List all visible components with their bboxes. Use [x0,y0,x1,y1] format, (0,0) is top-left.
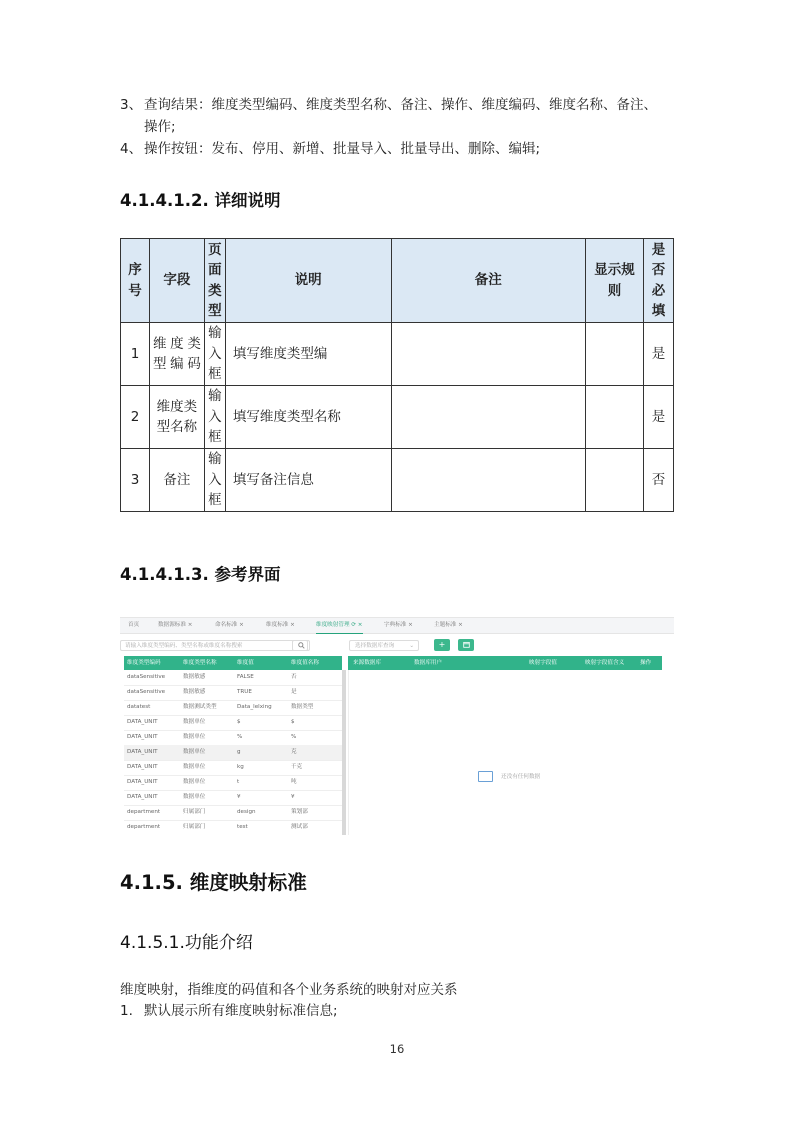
header-page-type: 页面类型 [204,239,225,323]
cell-value-name: ¥ [291,794,295,800]
cell-value-name: 吨 [291,779,297,785]
spec-table-header [121,239,674,323]
tab-dimension-standard[interactable]: 维度标准 × [266,622,295,628]
cell-value: % [237,734,243,740]
intro-item-3 [120,95,680,115]
mapping-table-body [348,670,663,835]
database-select[interactable] [349,640,419,651]
heading-detail-number: 4.1.4.1.2. [120,191,209,210]
header-desc: 说明 [225,239,391,323]
search-button[interactable] [292,640,310,651]
table-row[interactable] [124,685,342,701]
tab-dictionary-standard[interactable]: 字典标准 × [384,622,413,628]
cell-type-name: 数据单位 [183,749,206,755]
cell-type-name: 数据单位 [183,779,206,785]
cell-desc: 填写维度类型编 [225,323,391,386]
cell-value-name: 测试部 [291,824,308,830]
cell-type-code: DATA_UNIT [127,734,158,740]
col-actions: 操作 [640,660,652,666]
cell-value: test [237,824,248,830]
chevron-down-icon: ⌄ [409,643,414,649]
database-select-placeholder: 选择数据库查询 [355,643,395,649]
table-row[interactable] [124,805,342,821]
cell-value-name: 数据类型 [291,704,314,710]
tab-dimension-mapping[interactable]: 维度映射管理 ⟳ × [316,618,363,634]
cell-type-name: 数据单位 [183,794,206,800]
heading-detail [120,187,281,211]
cell-value-name: 策划部 [291,809,308,815]
heading-reference-number: 4.1.4.1.3. [120,565,209,584]
heading-intro-title: 功能介绍 [184,933,253,953]
cell-value: g [237,749,241,755]
page-number: 16 [389,1042,405,1056]
cell-value: t [237,779,240,785]
empty-data-icon [478,771,493,782]
intro-item-3-line1: 查询结果：维度类型编码、维度类型名称、备注、操作、维度编码、维度名称、备注、 [144,97,657,113]
cell-type-code: DATA_UNIT [127,794,158,800]
intro-item-4-num: 4、 [120,141,143,157]
table-row[interactable] [124,700,342,716]
cell-seq: 3 [121,449,150,512]
col-type-code: 维度类型编码 [127,660,161,666]
intro-item-3-num: 3、 [120,97,143,113]
cell-field: 维度类型编码 [149,323,204,386]
search-input[interactable]: 请输入维度类型编码、类型名称或维度名称搜索 [120,640,308,651]
mapping-item-1 [120,1001,338,1021]
cell-remark [391,449,586,512]
col-type-name: 维度类型名称 [183,660,217,666]
cell-type-name: 数据敏感 [183,689,206,695]
table-row[interactable] [124,775,342,791]
cell-value-name: 千克 [291,764,303,770]
cell-value: $ [237,719,241,725]
table-row[interactable] [124,730,342,746]
cell-type-name: 数据单位 [183,719,206,725]
header-display-rule: 显示规则 [586,239,644,323]
intro-item-4 [120,139,680,159]
mapping-description: 维度映射，指维度的码值和各个业务系统的映射对应关系 [120,982,458,998]
dimension-table-header [124,656,342,670]
col-mapped-value: 映射字段值 [529,660,557,666]
cell-type-code: department [127,824,161,830]
cell-required: 否 [643,449,673,512]
table-row [121,323,674,386]
cell-required: 是 [643,323,673,386]
cell-type-name: 归属部门 [183,824,206,830]
cell-display-rule [586,449,644,512]
cell-type-name: 归属部门 [183,809,206,815]
cell-desc: 填写维度类型名称 [225,386,391,449]
heading-mapping-title: 维度映射标准 [189,871,307,894]
table-row [121,449,674,512]
heading-mapping-standard [120,867,307,895]
header-field: 字段 [149,239,204,323]
empty-text: 还没有任何数据 [501,774,541,780]
cell-value: design [237,809,256,815]
cell-display-rule [586,323,644,386]
cell-type-code: DATA_UNIT [127,719,158,725]
cell-type-name: 数据测试类型 [183,704,217,710]
cell-value-name: % [291,734,297,740]
cell-type-code: dataSensitive [127,689,166,695]
cell-type-code: datatest [127,704,151,710]
cell-remark [391,323,586,386]
intro-item-3-line2: 操作; [144,119,176,135]
spec-table [120,238,674,512]
cell-type-name: 数据单位 [183,734,206,740]
heading-detail-title: 详细说明 [214,191,281,210]
header-seq: 序号 [121,239,150,323]
cell-required: 是 [643,386,673,449]
cell-field: 维度类型名称 [149,386,204,449]
col-value: 维度值 [237,660,254,666]
table-scrollbar[interactable] [342,670,346,835]
cell-desc: 填写备注信息 [225,449,391,512]
cell-page-type: 输入框 [204,386,225,449]
header-required: 是否必填 [643,239,673,323]
heading-intro-number: 4.1.5.1. [120,933,185,953]
cell-value-name: $ [291,719,295,725]
cell-type-code: DATA_UNIT [127,764,158,770]
cell-value: kg [237,764,244,770]
col-value-name: 维度值名称 [291,660,319,666]
mapping-table-header [348,656,662,670]
table-row[interactable] [124,670,342,686]
cell-type-code: dataSensitive [127,674,166,680]
cell-value: Data_lelxing [237,704,272,710]
search-icon [298,642,305,649]
cell-type-name: 数据敏感 [183,674,206,680]
calendar-button[interactable] [458,639,474,651]
cell-display-rule [586,386,644,449]
mapping-item-1-num: 1. [120,1003,133,1019]
cell-page-type: 输入框 [204,449,225,512]
cell-page-type: 输入框 [204,323,225,386]
heading-reference-title: 参考界面 [214,565,281,584]
col-mapped-meaning: 映射字段值含义 [585,660,625,666]
heading-function-intro [120,928,253,953]
table-row[interactable] [124,820,342,835]
cell-seq: 2 [121,386,150,449]
tab-naming-standard[interactable]: 命名标准 × [215,622,244,628]
cell-value-name: 是 [291,689,297,695]
header-remark: 备注 [391,239,586,323]
table-row[interactable] [124,715,342,731]
col-db-user: 数据库用户 [414,660,442,666]
table-row[interactable] [124,760,342,776]
cell-value-name: 否 [291,674,297,680]
table-row[interactable] [124,790,342,806]
cell-value: ¥ [237,794,241,800]
add-button[interactable] [434,639,450,651]
table-row [121,386,674,449]
cell-type-name: 数据单位 [183,764,206,770]
cell-remark [391,386,586,449]
tab-subject-standard[interactable]: 主题标准 × [434,622,463,628]
cell-value-name: 克 [291,749,297,755]
tab-bar [120,618,674,634]
cell-type-code: DATA_UNIT [127,749,158,755]
calendar-icon [463,641,470,648]
mapping-item-1-text: 默认展示所有维度映射标准信息; [144,1003,338,1019]
tab-home[interactable]: 首页 [128,622,140,628]
cell-value: FALSE [237,674,254,680]
heading-mapping-number: 4.1.5. [120,871,183,894]
intro-item-3-cont [144,117,176,137]
cell-type-code: department [127,809,161,815]
intro-item-4-text: 操作按钮：发布、停用、新增、批量导入、批量导出、删除、编辑; [144,141,541,157]
heading-reference [120,561,281,585]
reference-screenshot [120,617,674,835]
cell-value: TRUE [237,689,252,695]
tab-datasource-standard[interactable]: 数据源标准 × [158,622,193,628]
table-row[interactable] [124,745,342,761]
cell-type-code: DATA_UNIT [127,779,158,785]
add-icon: + [438,640,446,649]
cell-field: 备注 [149,449,204,512]
col-source-db: 来源数据库 [353,660,381,666]
cell-seq: 1 [121,323,150,386]
